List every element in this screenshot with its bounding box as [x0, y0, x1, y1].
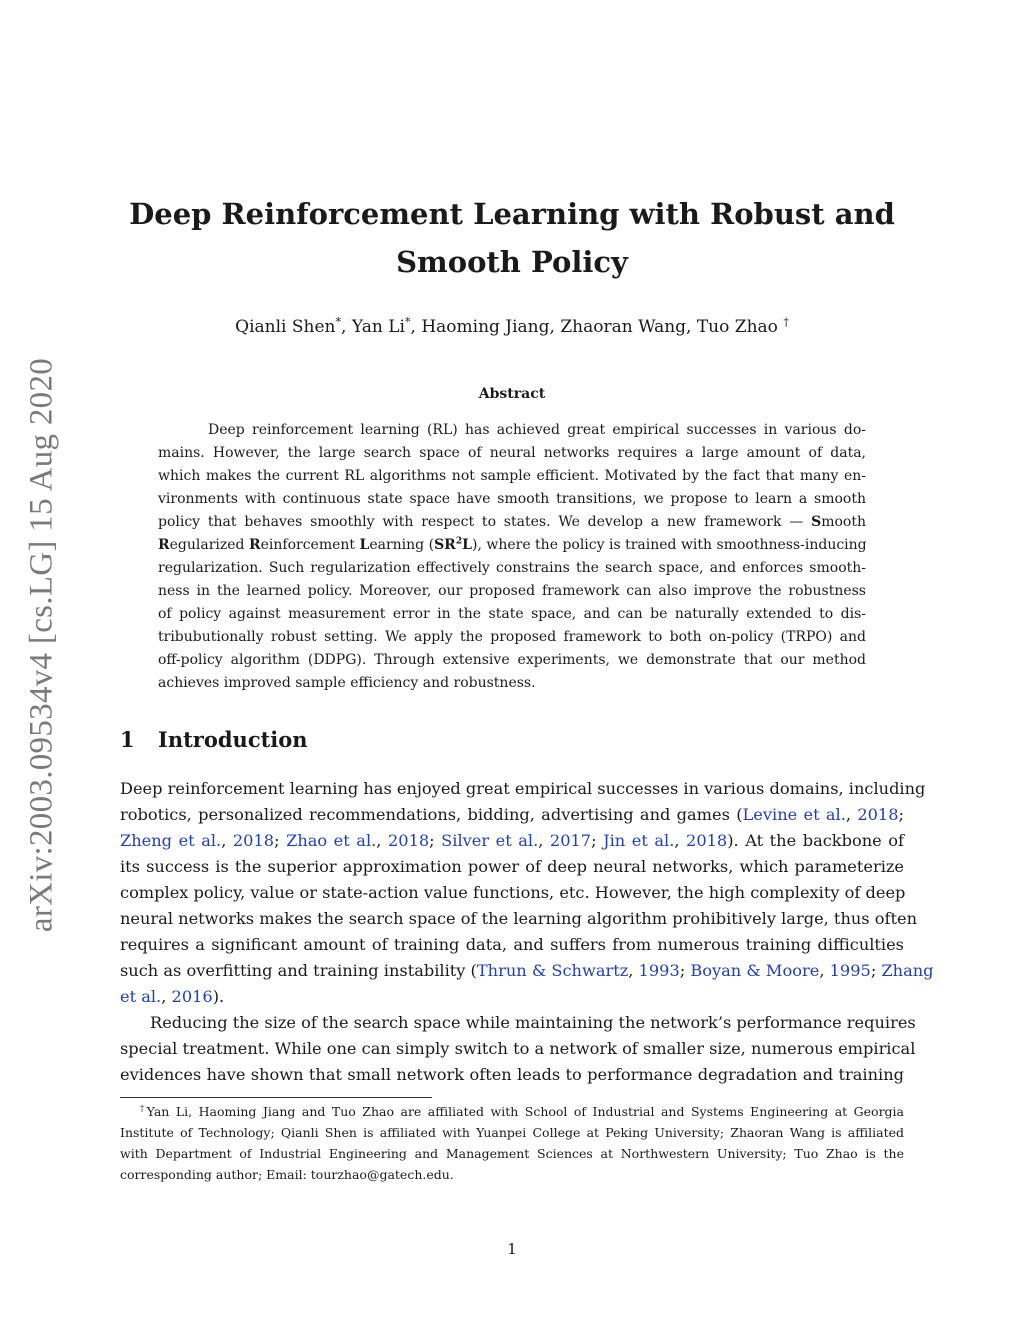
citation-link[interactable]: et al. [120, 987, 162, 1006]
abstract-text: ), where the policy is trained with smoothness-inducing [471, 537, 867, 553]
abstract-text: policy that behaves smoothly with respect to states. We develop a new framework — [158, 514, 812, 530]
footnote-line: with Department of Industrial Engineering and Management Sciences at Northwestern University; Tuo Zhao is the [120, 1146, 904, 1161]
acronym-letter: R [248, 537, 261, 553]
section-title: Introduction [158, 727, 308, 752]
abstract-line: ness in the learned policy. Moreover, our proposed framework can also improve the robustness [158, 583, 866, 599]
body-line: complex policy, value or state-action value functions, etc. However, the high complexity of deep [120, 883, 906, 902]
abstract-line: achieves improved sample efficiency and robustness. [158, 675, 536, 691]
citation-year-link[interactable]: 2017 [549, 831, 592, 850]
abstract-text: earning ( [369, 537, 435, 553]
equal-contribution-mark: * [404, 315, 411, 329]
title-line-2: Smooth Policy [396, 245, 628, 279]
author-name: Qianli Shen [235, 317, 336, 337]
citation-link[interactable]: Zhang [881, 961, 934, 980]
citation-link[interactable]: Boyan & Moore [690, 961, 820, 980]
body-line: robotics, personalized recommendations, bidding, advertising and games (Levine et al., 2018; [120, 805, 904, 824]
abstract-line [158, 534, 866, 557]
body-line: Reducing the size of the search space while maintaining the network’s performance requires [150, 1013, 916, 1032]
acronym-letter: L [359, 537, 370, 553]
body-line: Deep reinforcement learning has enjoyed great empirical successes in various domains, including [120, 779, 926, 798]
footnote-line: corresponding author; Email: tourzhao@gatech.edu. [120, 1167, 454, 1182]
body-line: Zheng et al., 2018; Zhao et al., 2018; Silver et al., 2017; Jin et al., 2018). At the backbone of [120, 831, 905, 850]
author-name: Yan Li [351, 317, 405, 337]
page-number: 1 [507, 1240, 517, 1258]
citation-link[interactable]: Silver et al. [441, 831, 539, 850]
author-names: Haoming Jiang, Zhaoran Wang, Tuo Zhao [421, 317, 778, 337]
title-line-1: Deep Reinforcement Learning with Robust and [129, 197, 895, 231]
body-line: special treatment. While one can simply switch to a network of smaller size, numerous empirical [120, 1039, 916, 1058]
abstract-line: Deep reinforcement learning (RL) has achieved great empirical successes in various do- [208, 422, 866, 438]
footnote-line: †Yan Li, Haoming Jiang and Tuo Zhao are affiliated with School of Industrial and Systems Engineering at Georgia [140, 1102, 904, 1119]
citation-link[interactable]: Levine et al. [742, 805, 846, 824]
method-acronym: $SR^2L$ [434, 535, 472, 553]
abstract-line: vironments with continuous state space have smooth transitions, we propose to learn a smooth [158, 491, 866, 507]
citation-year-link[interactable]: 2018 [232, 831, 275, 850]
abstract-heading: Abstract [478, 386, 546, 402]
abstract-text: egularized [169, 537, 249, 553]
body-line: such as overfitting and training instability (Thrun & Schwartz, 1993; Boyan & Moore, 1995; Zhang [120, 961, 934, 980]
introduction-body [120, 776, 934, 1088]
body-line: evidences have shown that small network often leads to performance degradation and training [120, 1065, 904, 1084]
citation-link[interactable]: Zhao et al. [286, 831, 377, 850]
abstract-line: regularization. Such regularization effectively constrains the search space, and enforces smooth- [158, 560, 866, 576]
body-line: neural networks makes the search space of the learning algorithm prohibitively large, thus often [120, 909, 917, 928]
citation-link[interactable]: Jin et al. [603, 831, 675, 850]
section-number: 1 [120, 727, 135, 752]
citation-year-link[interactable]: 2018 [857, 805, 899, 824]
paper-title [0, 190, 1024, 286]
author-list: Qianli Shen*, Yan Li*, Haoming Jiang, Zhaoran Wang, Tuo Zhao † [235, 315, 789, 337]
equal-contribution-mark: * [335, 315, 342, 329]
citation-year-link[interactable]: 2018 [686, 831, 728, 850]
body-line: requires a significant amount of training data, and suffers from numerous training difficulties [120, 935, 904, 954]
abstract-line: of policy against measurement error in the state space, and can be naturally extended to dis- [158, 606, 866, 622]
footnote-dagger-mark: † [140, 1102, 147, 1113]
section-heading-introduction [120, 727, 308, 752]
citation-link[interactable]: Zheng et al. [120, 831, 222, 850]
abstract-text: einforcement [260, 537, 360, 553]
abstract-line: mains. However, the large search space of neural networks requires a large amount of data, [158, 445, 866, 461]
abstract-line: off-policy algorithm (DDPG). Through extensive experiments, we demonstrate that our method [158, 652, 866, 668]
abstract-line [158, 511, 866, 534]
citation-year-link[interactable]: 1995 [829, 961, 871, 980]
acronym-letter: S [811, 514, 822, 530]
abstract-text: mooth [821, 514, 866, 530]
abstract-body [158, 419, 866, 695]
body-line: et al., 2016). [120, 987, 225, 1006]
body-line: its success is the superior approximation power of deep neural networks, which parameterize [120, 857, 904, 876]
arxiv-identifier-stamp: arXiv:2003.09534v4 [cs.LG] 15 Aug 2020 [23, 357, 60, 933]
citation-link[interactable]: Thrun & Schwartz [476, 961, 629, 980]
footnote-divider [120, 1097, 432, 1098]
footnote-dagger-mark: † [783, 315, 789, 329]
abstract-line: tribubutionally robust setting. We apply the proposed framework to both on-policy (TRPO) and [158, 629, 866, 645]
abstract-line: which makes the current RL algorithms not sample efficient. Motivated by the fact that many en- [158, 468, 866, 484]
affiliation-footnote [120, 1101, 904, 1185]
citation-year-link[interactable]: 1993 [638, 961, 680, 980]
footnote-line: Institute of Technology; Qianli Shen is affiliated with Yuanpei College at Peking University; Zhaoran Wang is affiliated [120, 1125, 904, 1140]
citation-year-link[interactable]: 2018 [387, 831, 430, 850]
acronym-letter: R [158, 537, 170, 553]
citation-year-link[interactable]: 2016 [171, 987, 213, 1006]
